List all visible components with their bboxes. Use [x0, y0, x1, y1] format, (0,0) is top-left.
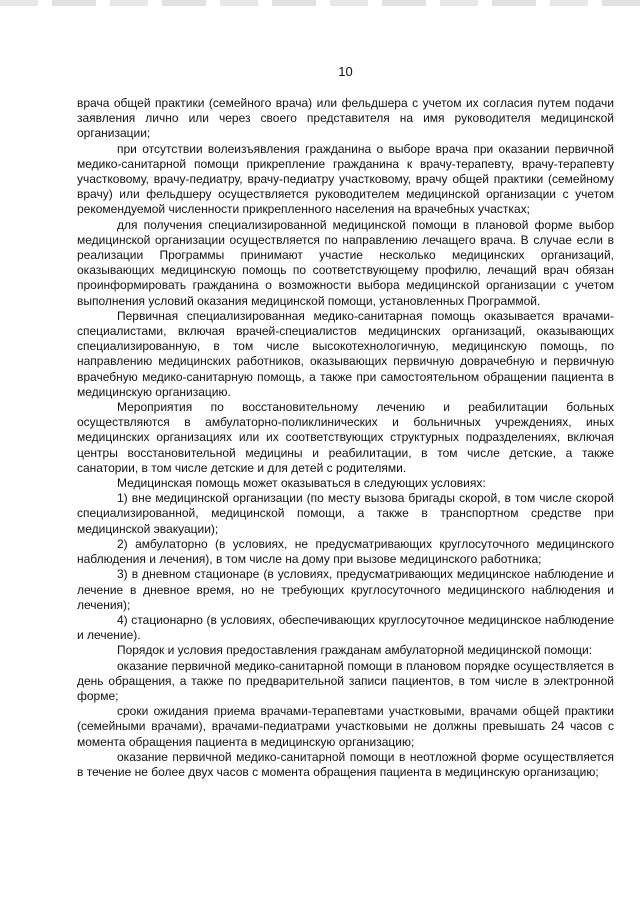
page-number: 10 [338, 64, 353, 79]
list-item: 3) в дневном стационаре (в условиях, предусматривающих медицинское наблюдение и лечение в дневное время, но не требующих круглосуточного медицинского наблюдения и лечения); [77, 567, 614, 612]
document-body [77, 96, 614, 780]
document-page [77, 64, 614, 780]
paragraph: для получения специализированной медицинской помощи в плановой форме выбор медицинской организации осуществляется по направлению лечащего врача. В случае если в реализации Программы принимают участие несколько медицинских организаций, оказывающих медицинскую помощь по соответствующему профилю, лечащий врач обязан проинформировать гражданина о возможности выбора медицинской организации с учетом выполнения условий оказания медицинской помощи, установленных Программой. [77, 217, 614, 308]
list-item: 2) амбулаторно (в условиях, не предусматривающих круглосуточного медицинского наблюдения и лечения), в том числе на дому при вызове медицинского работника; [77, 536, 614, 567]
paragraph: Порядок и условия предоставления гражданам амбулаторной медицинской помощи: [117, 643, 593, 658]
paragraph: сроки ожидания приема врачами-терапевтами участковыми, врачами общей практики (семейными врачами), врачами-педиатрами участковыми не должны превышать 24 часов с момента обращения пациента в медицинскую организацию; [77, 704, 614, 749]
scan-edge-artifact [0, 0, 640, 6]
list-item: 4) стационарно (в условиях, обеспечивающих круглосуточное медицинское наблюдение и лечение). [77, 612, 614, 643]
list-item: 1) вне медицинской организации (по месту вызова бригады скорой, в том числе скорой специализированной, медицинской помощи, а также в транспортном средстве при медицинской эвакуации); [77, 491, 614, 536]
paragraph: Медицинская помощь может оказываться в следующих условиях: [117, 476, 486, 491]
paragraph: Первичная специализированная медико-санитарная помощь оказывается врачами-специалистами, включая врачей-специалистов медицинских организаций, оказывающих специализированную, в том числе высокотехнологичную, медицинскую помощь, по направлению медицинских работников, оказывающих первичную доврачебную и первичную врачебную медико-санитарную помощь, а также при самостоятельном обращении пациента в медицинскую организацию. [77, 308, 614, 399]
paragraph: Мероприятия по восстановительному лечению и реабилитации больных осуществляются в амбулаторно-поликлинических и больничных учреждениях, иных медицинских организациях или их соответствующих структурных подразделениях, включая центры восстановительной медицины и реабилитации, в том числе детские, а также санатории, в том числе детские и для детей с родителями. [77, 400, 614, 475]
paragraph: при отсутствии волеизъявления гражданина о выборе врача при оказании первичной медико-санитарной помощи прикрепление гражданина к врачу-терапевту, врачу-терапевту участковому, врачу-педиатру, врачу-педиатру участковому, врачу общей практики (семейному врачу) или фельдшеру осуществляется руководителем медицинской организации с учетом рекомендуемой численности прикрепленного населения на врачебных участках; [77, 141, 614, 217]
paragraph: оказание первичной медико-санитарной помощи в плановом порядке осуществляется в день обращения, а также по предварительной записи пациентов, в том числе в электронной форме; [77, 658, 614, 703]
paragraph: врача общей практики (семейного врача) или фельдшера с учетом их согласия путем подачи заявления лично или через своего представителя на имя руководителя медицинской организации; [77, 96, 614, 141]
paragraph: оказание первичной медико-санитарной помощи в неотложной форме осуществляется в течение не более двух часов с момента обращения пациента в медицинскую организацию; [77, 749, 614, 779]
